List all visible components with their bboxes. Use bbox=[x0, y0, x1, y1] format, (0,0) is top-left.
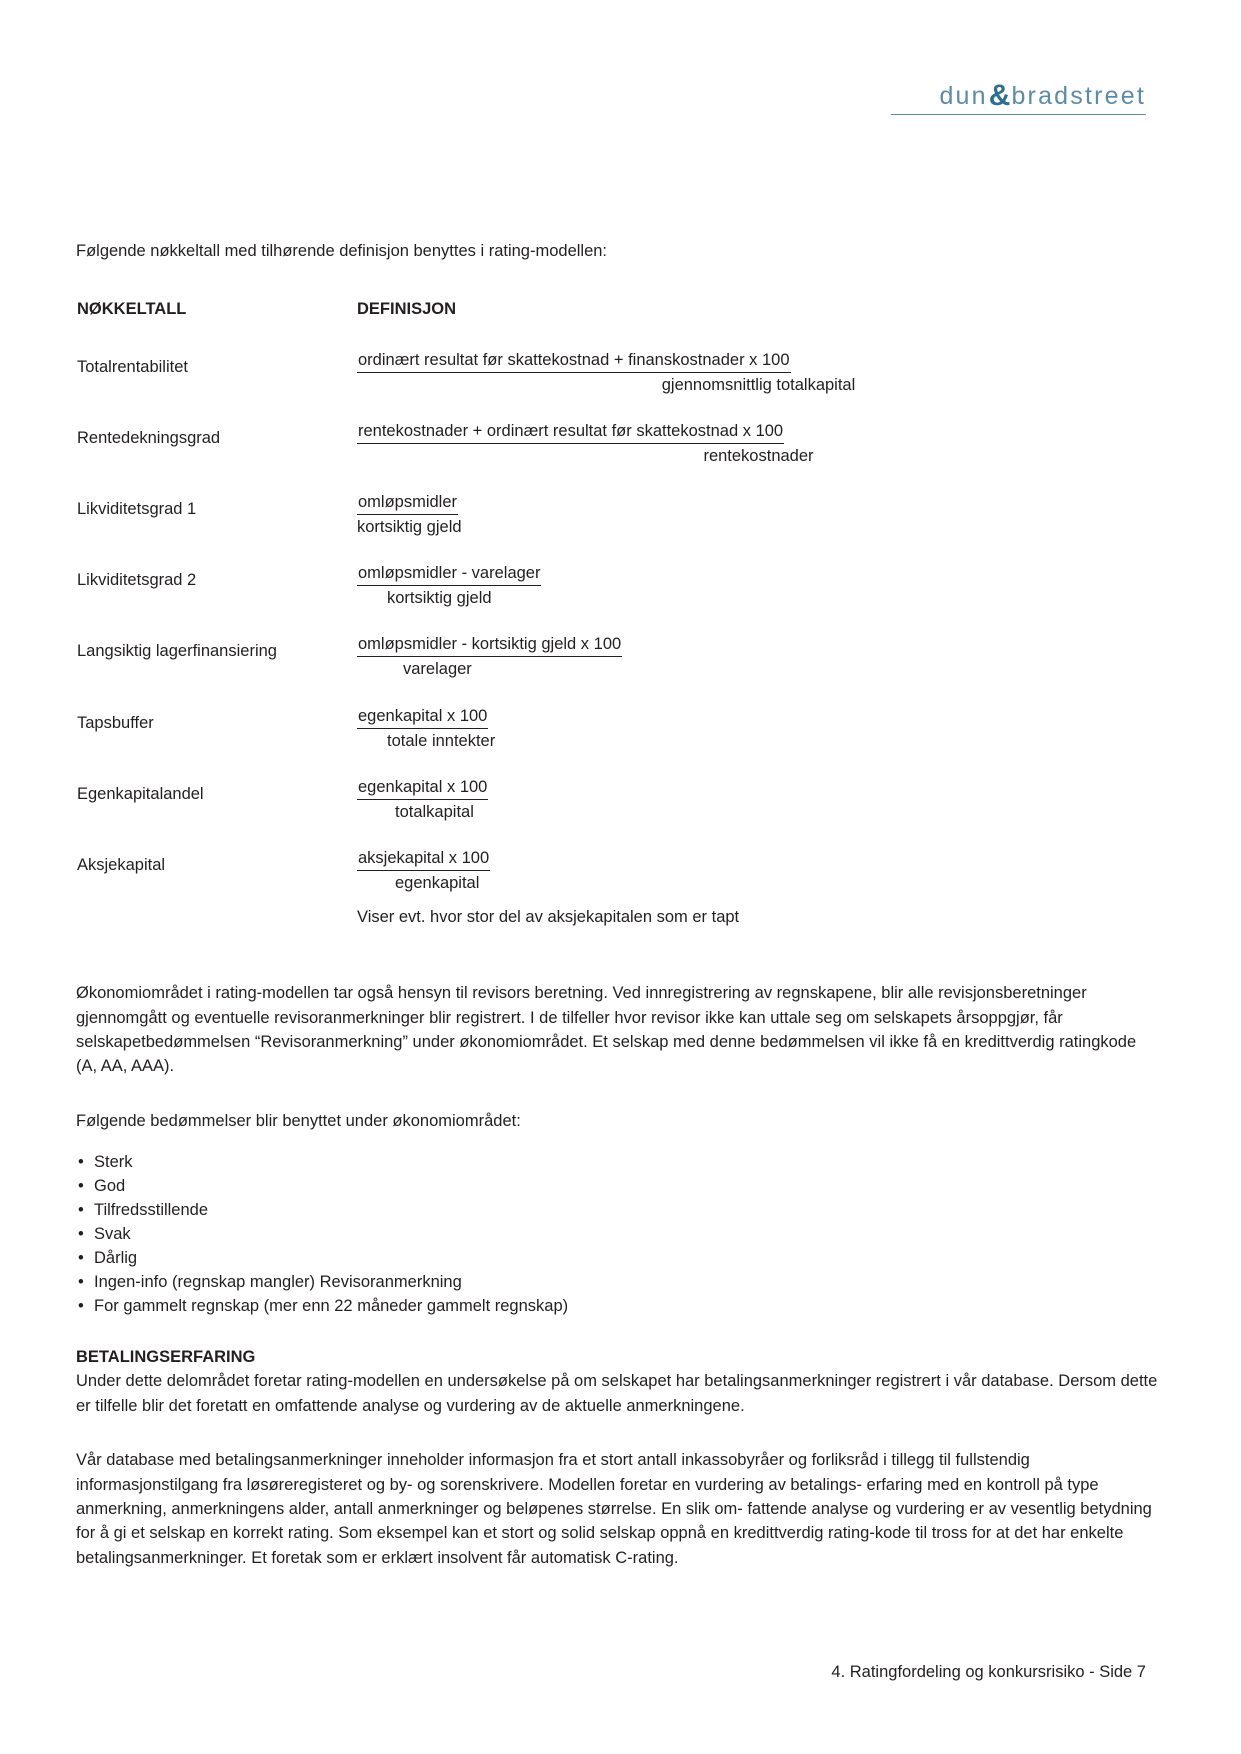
table-row bbox=[76, 491, 1161, 562]
list-item: • For gammelt regnskap (mer enn 22 måneder gammelt regnskap) bbox=[76, 1294, 1161, 1318]
key-figure-name: Egenkapitalandel bbox=[77, 784, 204, 803]
key-figure-name: Totalrentabilitet bbox=[77, 357, 188, 376]
formula-denominator: totale inntekter bbox=[387, 731, 496, 750]
key-figure-definition bbox=[356, 705, 1161, 776]
key-figure-definition bbox=[356, 776, 1161, 847]
table-row bbox=[76, 776, 1161, 847]
page-footer: 4. Ratingfordeling og konkursrisiko - Side 7 bbox=[831, 1663, 1146, 1681]
key-figure-definition bbox=[356, 491, 1161, 562]
list-item: • Tilfredsstillende bbox=[76, 1198, 1161, 1222]
key-figures-table bbox=[76, 299, 1161, 952]
key-figure-name: Rentedekningsgrad bbox=[77, 428, 221, 447]
table-row bbox=[76, 705, 1161, 776]
list-item: • Dårlig bbox=[76, 1246, 1161, 1270]
formula-numerator: omløpsmidler bbox=[357, 492, 458, 515]
formula-denominator: kortsiktig gjeld bbox=[357, 518, 462, 537]
formula-numerator: ordinært resultat før skattekostnad + finanskostnader x 100 bbox=[357, 350, 791, 373]
dun-bradstreet-logo bbox=[939, 78, 1146, 112]
key-figure-definition bbox=[356, 420, 1161, 491]
logo-right-text: bradstreet bbox=[1011, 82, 1146, 110]
page-content bbox=[76, 225, 1161, 1587]
key-figure-name: Likviditetsgrad 1 bbox=[77, 499, 197, 518]
assessments-intro: Følgende bedømmelser blir benyttet under økonomiområdet: bbox=[76, 1111, 521, 1130]
formula-denominator: varelager bbox=[403, 660, 472, 679]
aksjekapital-note: Viser evt. hvor stor del av aksjekapitalen som er tapt bbox=[357, 908, 740, 927]
table-row bbox=[76, 420, 1161, 491]
key-figure-definition bbox=[356, 847, 1161, 951]
list-item: • God bbox=[76, 1174, 1161, 1198]
economy-paragraph: Økonomiområdet i rating-modellen tar også hensyn til revisors beretning. Ved innregistrering av regnskapene, blir alle revisjonsberetninger gjennomgått og eventuelle revisoranmerkninger blir registrert. I de tilfeller hvor revisor ikke kan uttale seg om selskapets årsoppgjør, får selskapetbedømmelsen “Revisoranmerkning” under økonomiområdet. Et selskap med denne bedømmelsen vil ikke få en kredittverdig ratingkode (A, AA, AAA). bbox=[76, 984, 1137, 1076]
formula-numerator: aksjekapital x 100 bbox=[357, 848, 490, 871]
formula-numerator: omløpsmidler - kortsiktig gjeld x 100 bbox=[357, 634, 622, 657]
column-header-definition: DEFINISJON bbox=[357, 299, 457, 318]
logo-left-text: dun bbox=[939, 82, 988, 110]
list-item: • Ingen-info (regnskap mangler) Revisoranmerkning bbox=[76, 1270, 1161, 1294]
formula-denominator: gjennomsnittlig totalkapital bbox=[661, 375, 856, 394]
key-figure-definition bbox=[356, 349, 1161, 420]
key-figure-name: Langsiktig lagerfinansiering bbox=[77, 642, 277, 661]
formula-denominator: kortsiktig gjeld bbox=[387, 589, 492, 608]
formula-numerator: omløpsmidler - varelager bbox=[357, 563, 541, 586]
intro-text: Følgende nøkkeltall med tilhørende definisjon benyttes i rating-modellen: bbox=[76, 241, 608, 260]
key-figure-name: Likviditetsgrad 2 bbox=[77, 571, 197, 590]
payment-database-paragraph: Vår database med betalingsanmerkninger inneholder informasjon fra et stort antall inkassobyråer og forliksråd i tillegg til fullstendig informasjonstilgang fra løsøreregisteret og by- og sorenskrivere. Modellen foretar en vurdering av betalings- erfaring med en kontroll på type anmerkning, anmerkningens alder, antall anmerkninger og beløpenes størrelse. En slik om- fattende analyse og vurdering er av vesentlig betydning for å gi et selskap en korrekt rating. Som eksempel kan et stort og solid selskap oppnå en kredittverdig rating-kode til tross for at det har enkelte betalingsanmerkninger. Et foretak som er erklært insolvent får automatisk C-rating. bbox=[76, 1451, 1152, 1567]
formula-numerator: rentekostnader + ordinært resultat før skattekostnad x 100 bbox=[357, 421, 784, 444]
formula-denominator: egenkapital bbox=[395, 874, 480, 893]
list-item: • Sterk bbox=[76, 1150, 1161, 1174]
table-row bbox=[76, 349, 1161, 420]
section-heading-betalingserfaring: BETALINGSERFARING bbox=[76, 1348, 256, 1367]
formula-denominator: totalkapital bbox=[395, 802, 474, 821]
payment-intro-paragraph: Under dette delområdet foretar rating-modellen en undersøkelse på om selskapet har betalingsanmerkninger registrert i vår database. Dersom dette er tilfelle blir det foretatt en omfattende analyse og vurdering av de aktuelle anmerkningene. bbox=[76, 1372, 1158, 1415]
key-figure-definition bbox=[356, 562, 1161, 633]
formula-numerator: egenkapital x 100 bbox=[357, 777, 488, 800]
formula-numerator: egenkapital x 100 bbox=[357, 706, 488, 729]
table-row bbox=[76, 847, 1161, 951]
key-figure-name: Tapsbuffer bbox=[77, 713, 154, 732]
list-item: • Svak bbox=[76, 1222, 1161, 1246]
key-figure-definition bbox=[356, 633, 1161, 704]
assessments-list bbox=[76, 1150, 1161, 1319]
table-row bbox=[76, 633, 1161, 704]
table-header-row bbox=[76, 299, 1161, 349]
formula-denominator: rentekostnader bbox=[703, 446, 814, 465]
ampersand-icon: & bbox=[988, 79, 1011, 112]
logo-divider bbox=[891, 114, 1146, 115]
column-header-key-figure: NØKKELTALL bbox=[77, 299, 187, 318]
table-row bbox=[76, 562, 1161, 633]
key-figure-name: Aksjekapital bbox=[77, 856, 166, 875]
